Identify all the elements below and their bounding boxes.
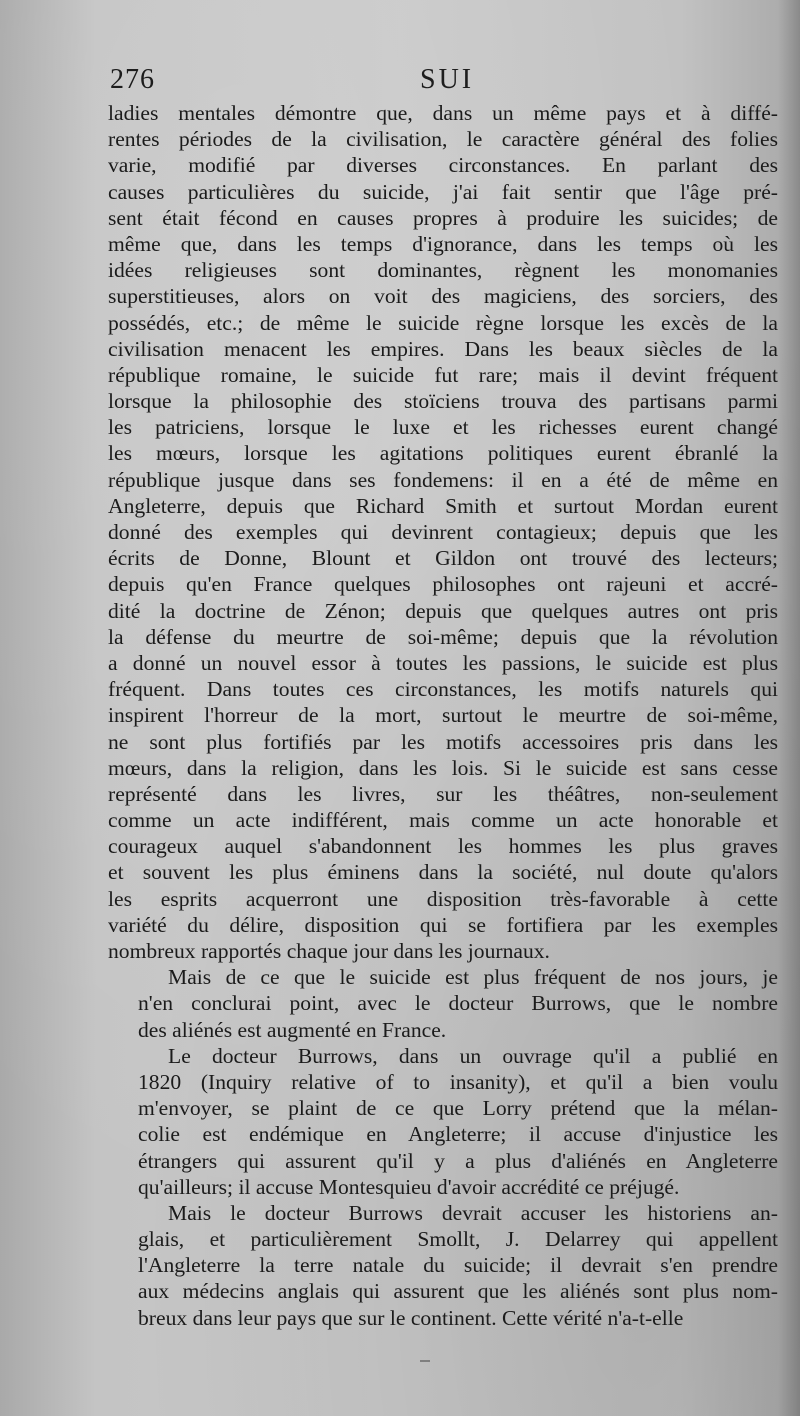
text-line: civilisation menacent les empires. Dans les beaux siècles de la bbox=[108, 336, 778, 361]
text-line: qu'ailleurs; il accuse Montesquieu d'avoir accrédité ce préjugé. bbox=[138, 1174, 680, 1199]
text-line: Mais le docteur Burrows devrait accuser les historiens an- bbox=[168, 1200, 778, 1225]
text-line: représenté dans les livres, sur les théâtres, non-seulement bbox=[108, 781, 778, 806]
text-line: les patriciens, lorsque le luxe et les richesses eurent changé bbox=[108, 415, 778, 440]
printer-mark bbox=[420, 1360, 430, 1362]
text-line: inspirent l'horreur de la mort, surtout le meurtre de soi-même, bbox=[108, 703, 778, 728]
text-line: ladies mentales démontre que, dans un même pays et à diffé- bbox=[108, 101, 778, 125]
text-line: courageux auquel s'abandonnent les hommes les plus graves bbox=[108, 834, 778, 859]
text-line: les esprits acquerront une disposition très-favorable à cette bbox=[108, 886, 778, 911]
text-line: 1820 (Inquiry relative of to insanity), et qu'il a bien voulu bbox=[138, 1069, 778, 1094]
text-line: idées religieuses sont dominantes, règnent les monomanies bbox=[108, 258, 778, 283]
page-number: 276 bbox=[110, 64, 155, 95]
text-line: a donné un nouvel essor à toutes les passions, le suicide est plus bbox=[108, 650, 778, 675]
text-line: ne sont plus fortifiés par les motifs accessoires pris dans les bbox=[108, 729, 778, 754]
text-line: Le docteur Burrows, dans un ouvrage qu'il a publié en bbox=[168, 1043, 778, 1068]
text-line: n'en conclurai point, avec le docteur Burrows, que le nombre bbox=[138, 991, 778, 1016]
text-line: dité la doctrine de Zénon; depuis que quelques autres ont pris bbox=[108, 598, 778, 623]
text-line: fréquent. Dans toutes ces circonstances, les motifs naturels qui bbox=[108, 677, 778, 702]
text-line: rentes périodes de la civilisation, le caractère général des folies bbox=[108, 127, 778, 152]
text-line: lorsque la philosophie des stoïciens trouva des partisans parmi bbox=[108, 389, 778, 414]
text-line: l'Angleterre la terre natale du suicide; il devrait s'en prendre bbox=[138, 1253, 778, 1278]
text-line: étrangers qui assurent qu'il y a plus d'aliénés en Angleterre bbox=[138, 1148, 778, 1173]
text-line: donné des exemples qui devinrent contagieux; depuis que les bbox=[108, 520, 778, 544]
text-line: même que, dans les temps d'ignorance, dans les temps où les bbox=[108, 231, 778, 256]
text-line: variété du délire, disposition qui se fortifiera par les exemples bbox=[108, 912, 778, 937]
text-line: glais, et particulièrement Smollt, J. Delarrey qui appellent bbox=[138, 1227, 778, 1252]
text-line: écrits de Donne, Blount et Gildon ont trouvé des lecteurs; bbox=[108, 546, 778, 571]
text-line: république jusque dans ses fondemens: il en a été de même en bbox=[108, 467, 778, 492]
text-line: Angleterre, depuis que Richard Smith et surtout Mordan eurent bbox=[108, 493, 778, 518]
text-line: nombreux rapportés chaque jour dans les journaux. bbox=[108, 939, 550, 963]
page-header bbox=[110, 64, 776, 98]
text-line: superstitieuses, alors on voit des magiciens, des sorciers, des bbox=[108, 284, 778, 309]
text-line: causes particulières du suicide, j'ai fait sentir que l'âge pré- bbox=[108, 179, 778, 204]
text-line: possédés, etc.; de même le suicide règne lorsque les excès de la bbox=[108, 310, 778, 335]
text-line: breux dans leur pays que sur le continent. Cette vérité n'a-t-elle bbox=[138, 1305, 684, 1330]
text-line: varie, modifié par diverses circonstances. En parlant des bbox=[108, 153, 778, 178]
text-line: aux médecins anglais qui assurent que les aliénés sont plus nom- bbox=[138, 1279, 778, 1304]
running-head: SUI bbox=[420, 64, 475, 95]
body-text bbox=[108, 100, 778, 1331]
text-line: les mœurs, lorsque les agitations politiques eurent ébranlé la bbox=[108, 441, 778, 466]
paragraph bbox=[108, 1200, 778, 1331]
paragraph bbox=[108, 964, 778, 1043]
text-line: colie est endémique en Angleterre; il accuse d'injustice les bbox=[138, 1122, 778, 1147]
text-line: depuis qu'en France quelques philosophes ont rajeuni et accré- bbox=[108, 572, 778, 597]
text-line: république romaine, le suicide fut rare; mais il devint fréquent bbox=[108, 362, 778, 387]
text-line: mœurs, dans la religion, dans les lois. Si le suicide est sans cesse bbox=[108, 755, 778, 780]
text-line: des aliénés est augmenté en France. bbox=[138, 1017, 447, 1042]
text-line: m'envoyer, se plaint de ce que Lorry prétend que la mélan- bbox=[138, 1096, 778, 1121]
paragraph bbox=[108, 1043, 778, 1200]
paragraph bbox=[108, 100, 778, 964]
text-line: la défense du meurtre de soi-même; depuis que la révolution bbox=[108, 624, 778, 649]
text-line: Mais de ce que le suicide est plus fréquent de nos jours, je bbox=[168, 965, 778, 990]
page-edge-shadow bbox=[778, 0, 800, 1416]
text-line: et souvent les plus éminens dans la société, nul doute qu'alors bbox=[108, 860, 778, 885]
text-line: comme un acte indifférent, mais comme un acte honorable et bbox=[108, 808, 778, 833]
text-line: sent était fécond en causes propres à produire les suicides; de bbox=[108, 205, 778, 230]
